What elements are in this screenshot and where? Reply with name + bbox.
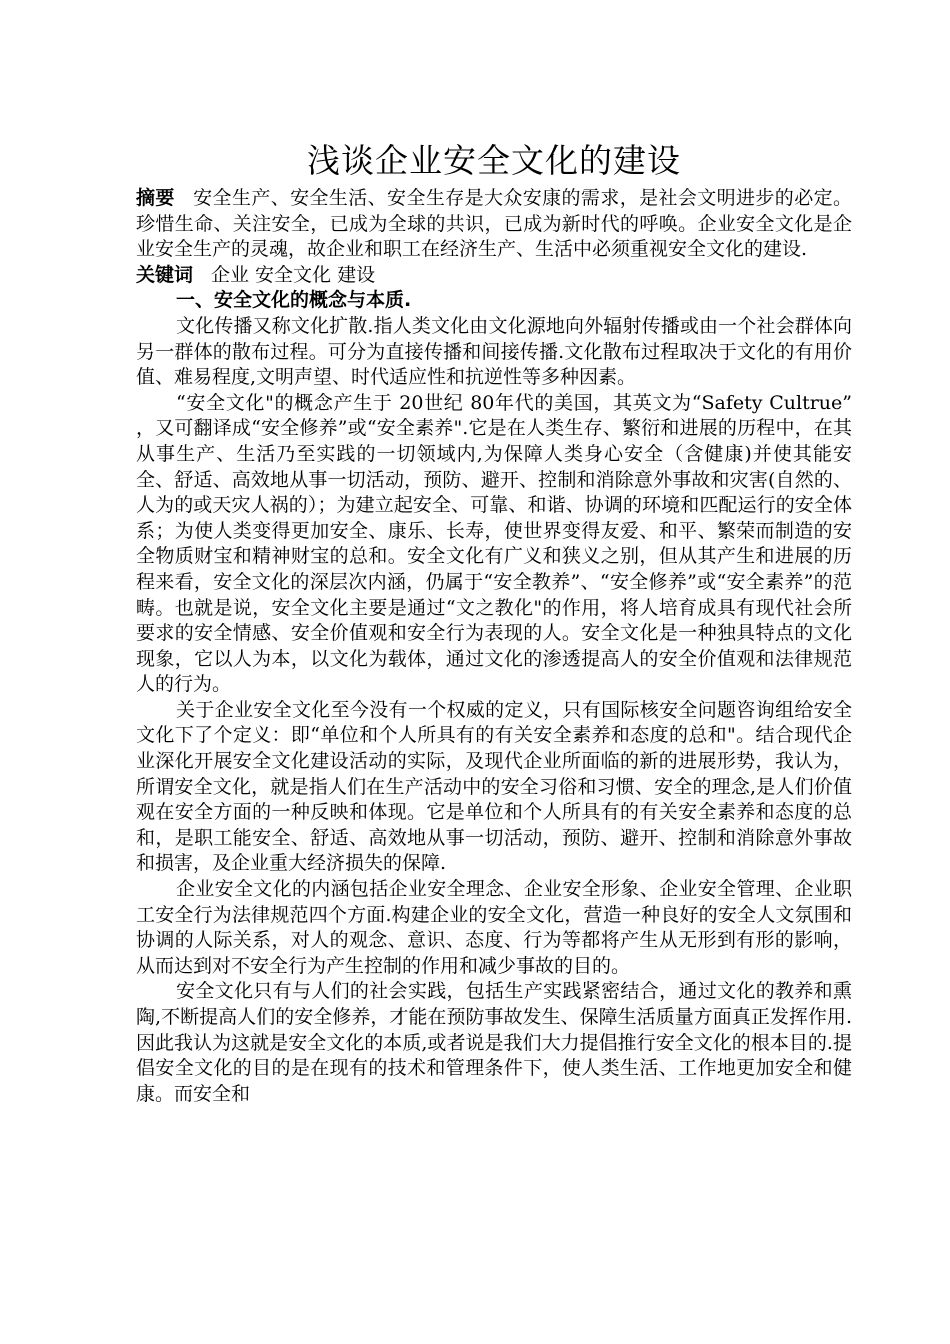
section-heading: 一、安全文化的概念与本质. <box>176 289 412 312</box>
body-paragraph: 文化传播又称文化扩散.指人类文化由文化源地向外辐射传播或由一个社会群体向另一群体的散布过程。可分为直接传播和间接传播.文化散布过程取决于文化的有用价值、难易程度,文明声望、时代适应性和抗逆性等多种因素。 <box>136 314 852 389</box>
body-paragraph: 关于企业安全文化至今没有一个权威的定义，只有国际核安全问题咨询组给安全文化下了个定义：即“单位和个人所具有的有关安全素养和态度的总和"。结合现代企业深化开展安全文化建设活动的实际，及现代企业所面临的新的进展形势，我认为，所谓安全文化，就是指人们在生产活动中的安全习俗和习惯、安全的理念,是人们价值观在安全方面的一种反映和体现。它是单位和个人所具有的有关安全素养和态度的总和，是职工能安全、舒适、高效地从事一切活动，预防、避开、控制和消除意外事故和损害，及企业重大经济损失的保障. <box>136 698 852 875</box>
body-paragraph: “安全文化"的概念产生于 20世纪 80年代的美国，其英文为“Safety Cultrue” ，又可翻译成“安全修养”或“安全素养".它是在人类生存、繁衍和进展的历程中，在其从事生产、生活乃至实践的一切领域内,为保障人类身心安全（含健康)并使其能安全、舒适、高效地从事一切活动，预防、避开、控制和消除意外事故和灾害(自然的、人为的或天灾人祸的）；为建立起安全、可靠、和谐、协调的环境和匹配运行的安全体系；为使人类变得更加安全、康乐、长寿，使世界变得友爱、和平、繁荣而制造的安全物质财宝和精神财宝的总和。安全文化有广义和狭义之别，但从其产生和进展的历程来看，安全文化的深层次内涵，仍属于“安全教养”、“安全修养”或“安全素养”的范畴。也就是说，安全文化主要是通过“文之教化"的作用，将人培育成具有现代社会所要求的安全情感、安全价值观和安全行为表现的人。安全文化是一种独具特点的文化现象，它以人为本，以文化为载体，通过文化的渗透提高人的安全价值观和法律规范人的行为。 <box>136 391 852 696</box>
abstract-text: 安全生产、安全生活、安全生存是大众安康的需求，是社会文明进步的必定。珍惜生命、关注安全，已成为全球的共识，已成为新时代的呼唤。企业安全文化是企业安全生产的灵魂，故企业和职工在经济生产、生活中必须重视安全文化的建设. <box>136 187 852 261</box>
document-title: 浅谈企业安全文化的建设 <box>307 141 681 180</box>
keywords-text: 企业 安全文化 建设 <box>211 263 376 286</box>
keywords-paragraph <box>136 263 852 289</box>
document-page <box>136 138 852 1107</box>
abstract-label: 摘要 <box>136 187 175 209</box>
body-paragraph: 企业安全文化的内涵包括企业安全理念、企业安全形象、企业安全管理、企业职工安全行为法律规范四个方面.构建企业的安全文化，营造一种良好的安全人文氛围和协调的人际关系，对人的观念、意识、态度、行为等都将产生从无形到有形的影响，从而达到对不安全行为产生控制的作用和减少事故的目的。 <box>136 878 852 977</box>
abstract-paragraph <box>136 186 852 263</box>
keywords-label: 关键词 <box>136 263 194 286</box>
body-paragraph: 安全文化只有与人们的社会实践，包括生产实践紧密结合，通过文化的教养和熏陶,不断提高人们的安全修养，才能在预防事故发生、保障生活质量方面真正发挥作用.因此我认为这就是安全文化的本质,或者说是我们大力提倡推行安全文化的根本目的.提倡安全文化的目的是在现有的技术和管理条件下，使人类生活、工作地更加安全和健康。而安全和 <box>136 980 852 1105</box>
